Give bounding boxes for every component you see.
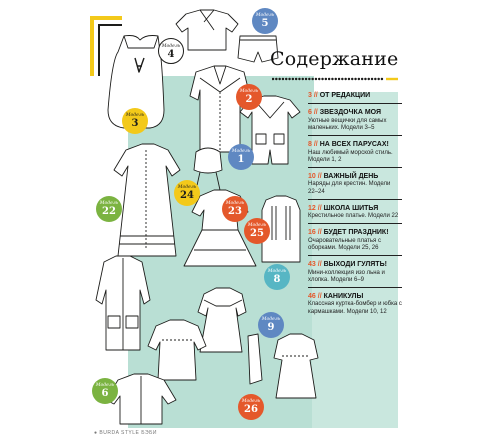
toc-heading: ЗВЕЗДОЧКА МОЯ xyxy=(319,109,382,117)
toc-separator: // xyxy=(317,261,322,269)
toc-description: Наряды для крестин. Модели 22–24 xyxy=(308,181,391,195)
toc-page-number: 6 xyxy=(308,109,312,117)
toc-separator: // xyxy=(317,204,322,212)
toc-entry[interactable] xyxy=(308,92,402,104)
model-badge: Модель 3 xyxy=(122,108,148,134)
toc-description: Крестильное платье. Модели 22 xyxy=(308,213,399,220)
toc-divider xyxy=(308,135,402,136)
shirt-drawing xyxy=(106,374,176,424)
toc-divider xyxy=(308,223,402,224)
toc-description: Наш любимый морской стиль. Модели 1, 2 xyxy=(308,149,393,163)
model-badge: Модель 23 xyxy=(222,196,248,222)
toc-entry[interactable] xyxy=(308,293,402,316)
toc-separator: // xyxy=(317,293,322,301)
model-badge: Модель 24 xyxy=(174,180,200,206)
model-badge: Модель 9 xyxy=(258,312,284,338)
yoke-dress-drawing xyxy=(274,334,318,398)
model-badge: Модель 5 xyxy=(252,8,278,34)
toc-entry[interactable] xyxy=(308,109,402,136)
table-of-contents xyxy=(308,92,402,321)
sash-drawing xyxy=(248,334,262,384)
toc-separator: // xyxy=(313,109,318,117)
model-badge: Модель 4 xyxy=(158,38,184,64)
toc-description: Очаровательные платья с оборками. Модели 25, 26 xyxy=(308,237,381,252)
toc-page-number: 8 xyxy=(308,141,312,149)
toc-heading: НА ВСЕХ ПАРУСАХ! xyxy=(319,141,389,149)
model-badge: Модель 8 xyxy=(264,264,290,290)
toc-divider xyxy=(308,287,402,288)
toc-page-number: 43 xyxy=(308,261,316,269)
toc-page-number: 12 xyxy=(308,204,316,212)
toc-divider xyxy=(308,103,402,104)
wrap-shirt-drawing xyxy=(176,10,238,50)
model-badge: Модель 1 xyxy=(228,144,254,170)
toc-description: Классная куртка-бомбер и юбка с кармашками. Модели 10, 12 xyxy=(308,301,402,315)
toc-entry[interactable] xyxy=(308,173,402,200)
toc-heading: ОТ РЕДАКЦИИ xyxy=(319,92,371,99)
ruffle-dress-drawing xyxy=(198,288,246,352)
toc-page-number: 46 xyxy=(308,293,316,301)
toc-page-number: 16 xyxy=(308,229,316,237)
toc-heading: ВАЖНЫЙ ДЕНЬ xyxy=(323,173,379,181)
toc-divider xyxy=(308,255,402,256)
toc-separator: // xyxy=(313,92,318,99)
toc-entry[interactable] xyxy=(308,141,402,168)
model-badge: Модель 6 xyxy=(92,378,118,404)
toc-description: Уютные вещички для самых маленьких. Модели 3–5 xyxy=(308,117,387,132)
page-title: Содержание xyxy=(270,48,399,70)
model-badge: Модель 26 xyxy=(238,394,264,420)
model-badge: Модель 25 xyxy=(244,218,270,244)
toc-entry[interactable] xyxy=(308,261,402,288)
toc-heading: ШКОЛА ШИТЬЯ xyxy=(323,204,379,212)
toc-entry[interactable] xyxy=(308,205,402,225)
toc-heading: КАНИКУЛЫ xyxy=(323,293,364,301)
long-coat-drawing xyxy=(96,256,150,350)
christening-gown-drawing xyxy=(114,144,180,256)
toc-separator: // xyxy=(313,141,318,149)
contents-header xyxy=(270,48,402,84)
toc-separator: // xyxy=(317,229,322,237)
bonnet-drawing xyxy=(194,148,222,190)
smock-top-drawing xyxy=(148,320,206,380)
page-footer: ● BURDA STYLE БЭБИ xyxy=(94,430,157,436)
toc-description: Мини-коллекция изо льна и хлопка. Модели 6–9 xyxy=(308,269,385,283)
toc-divider xyxy=(308,199,402,200)
model-badge: Модель 22 xyxy=(96,196,122,222)
toc-separator: // xyxy=(317,173,322,181)
toc-heading: БУДЕТ ПРАЗДНИК! xyxy=(323,229,389,237)
toc-heading: ВЫХОДИ ГУЛЯТЬ! xyxy=(323,261,387,269)
model-badge: Модель 2 xyxy=(236,84,262,110)
toc-page-number: 3 xyxy=(308,92,312,99)
toc-divider xyxy=(308,167,402,168)
toc-page-number: 10 xyxy=(308,173,316,181)
dotted-underline xyxy=(272,76,398,82)
toc-entry[interactable] xyxy=(308,229,402,256)
sailor-dress-drawing xyxy=(190,66,250,152)
